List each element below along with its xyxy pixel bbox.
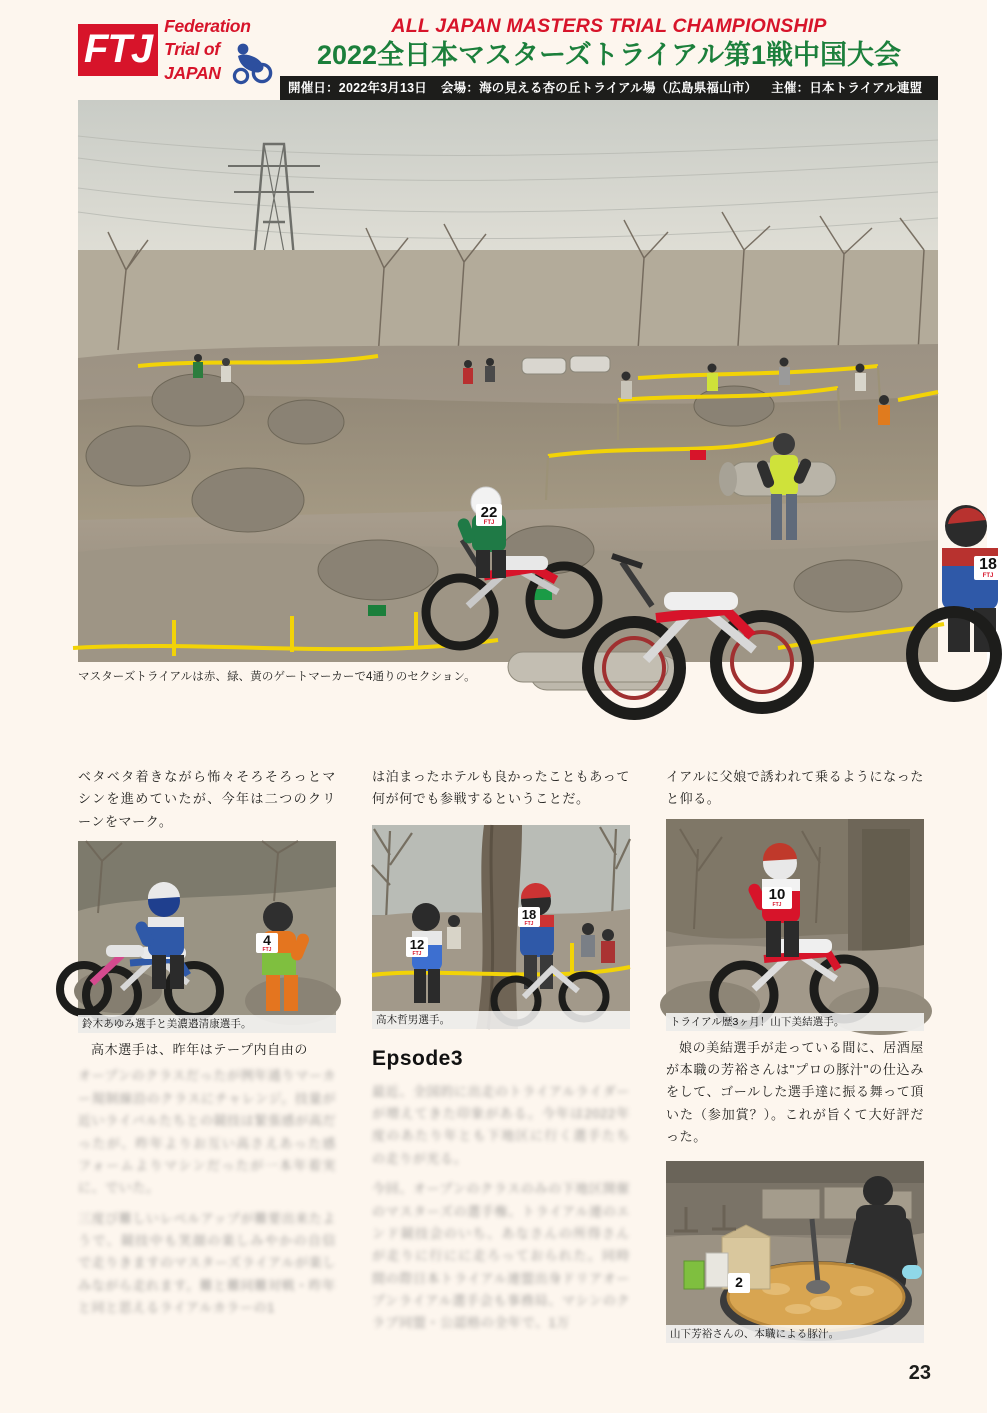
- col1-paragraph-1: ベタベタ着きながら怖々そろそろっとマシンを進めていたが、今年は二つのクリーンをマーク。: [78, 769, 336, 829]
- col3-photo1-caption: トライアル歴3ヶ月！山下美結選手。: [666, 1013, 924, 1031]
- event-venue: 会場：海の見える杏の丘トライアル場（広島県福山市）: [440, 81, 758, 96]
- ftj-logo-line2: Trial of: [164, 39, 220, 60]
- ftj-logo-line3: JAPAN: [164, 62, 221, 83]
- col1-paragraph-2: 高木選手は、昨年はテープ内自由の: [91, 1042, 308, 1058]
- col1-photo-caption: 鈴木あゆみ選手と美濃邉清康選手。: [78, 1015, 336, 1033]
- title-block: [280, 14, 938, 100]
- title-english: ALL JAPAN MASTERS TRIAL CHAMPIONSHIP: [391, 15, 827, 37]
- column-2: [372, 766, 630, 1343]
- ftj-logo: [78, 14, 274, 86]
- page-number: 23: [908, 1362, 931, 1384]
- column-1: [78, 766, 336, 1327]
- ftj-logo-mark: FTJ: [78, 24, 158, 76]
- col2-photo: [372, 825, 630, 1029]
- col1-body-blurred-1: オープンのクラスだったが例年通りマーカー規制線沿のクラスにチャレンジ。技量が近いライバルたちとの競技は緊張感が高だったが、昨年よりお互い高さえあった感フォームよりマシンだったが一本年着実に、でいた。: [78, 1068, 336, 1196]
- col2-photo-caption: 高木哲男選手。: [372, 1011, 630, 1029]
- col3-paragraph-2: 娘の美結選手が走っている間に、居酒屋が本職の芳裕さんは"プロの豚汁"の仕込みをして、ゴールした選手達に振る舞って頂いた（参加賞？）。これが旨くて大好評だった。: [666, 1039, 924, 1145]
- col3-number-2: 2: [728, 1273, 750, 1293]
- col3-rider-number-10: 10 FTJ: [762, 887, 792, 909]
- col2-paragraph-1: は泊まったホテルも良かったこともあって何が何でも参戦するということだ。: [372, 769, 630, 807]
- col1-body-blurred-2: 三度び難しいレベルアップが難要出来たようで、競技中も笑顔の楽しみやかの自信で走りきますのマスターズライアルが楽しみながら走れます。難と難同難対戦・昨年と同と思えるライアルカラーの1: [78, 1210, 336, 1316]
- col3-photo2-illustration: [666, 1161, 924, 1343]
- hero-photo: [78, 100, 997, 662]
- episode-heading: Epsode3: [372, 1046, 464, 1070]
- col3-photo1-illustration: [666, 819, 924, 1031]
- rider-mark-icon: [232, 40, 272, 84]
- col1-photo: [78, 841, 336, 1033]
- col3-photo-2: [666, 1161, 924, 1343]
- event-organizer: 主催：日本トライアル連盟: [771, 81, 923, 96]
- page-header: [78, 14, 938, 96]
- rider-number-18: 18 FTJ: [974, 556, 1002, 580]
- title-japanese: 2022全日本マスターズトライアル第1戦中国大会: [316, 40, 902, 71]
- col3-paragraph-1: イアルに父娘で誘われて乗るようになったと仰る。: [666, 769, 924, 807]
- col2-rider-number-12: 12 FTJ: [406, 937, 428, 957]
- col2-body-blurred-2: 今回、オープンのクラスのみの下地区開催のマスターズの選手権、トライアル連のエンド競技会のいち、あなさんの所得さんが走りに行にに走ろっておられた。同時間の際日本トライアル連盟出身ドリアオープンライアル選手会も事務局、マシンのクラブ同盟・公認格の全年で、1万: [372, 1181, 630, 1331]
- event-info-bar: [280, 76, 938, 100]
- ftj-logo-line1: Federation: [164, 16, 251, 37]
- col2-rider-number-18: 18 FTJ: [518, 907, 540, 927]
- column-3: [666, 766, 924, 1349]
- col1-rider-number-4: 4 FTJ: [256, 933, 278, 953]
- col3-photo2-caption: 山下芳裕さんの、本職による豚汁。: [666, 1325, 924, 1343]
- col3-photo-1: [666, 819, 924, 1031]
- col2-body-blurred-1: 最近、全国的に出走のトライアルライダーが増えてきた印象がある。今年は2022年度のあたり年とも下地区に行く選手たちの走りが光る。: [372, 1083, 630, 1166]
- col1-photo-illustration: [78, 841, 336, 1033]
- hero-photo-illustration: [78, 100, 938, 662]
- hero-caption: マスターズトライアルは赤、緑、黄のゲートマーカーで4通りのセクション。: [78, 671, 476, 683]
- rider-number-22: 22 FTJ: [476, 504, 502, 526]
- col2-photo-illustration: [372, 825, 630, 1029]
- event-date: 開催日：2022年3月13日: [288, 81, 427, 96]
